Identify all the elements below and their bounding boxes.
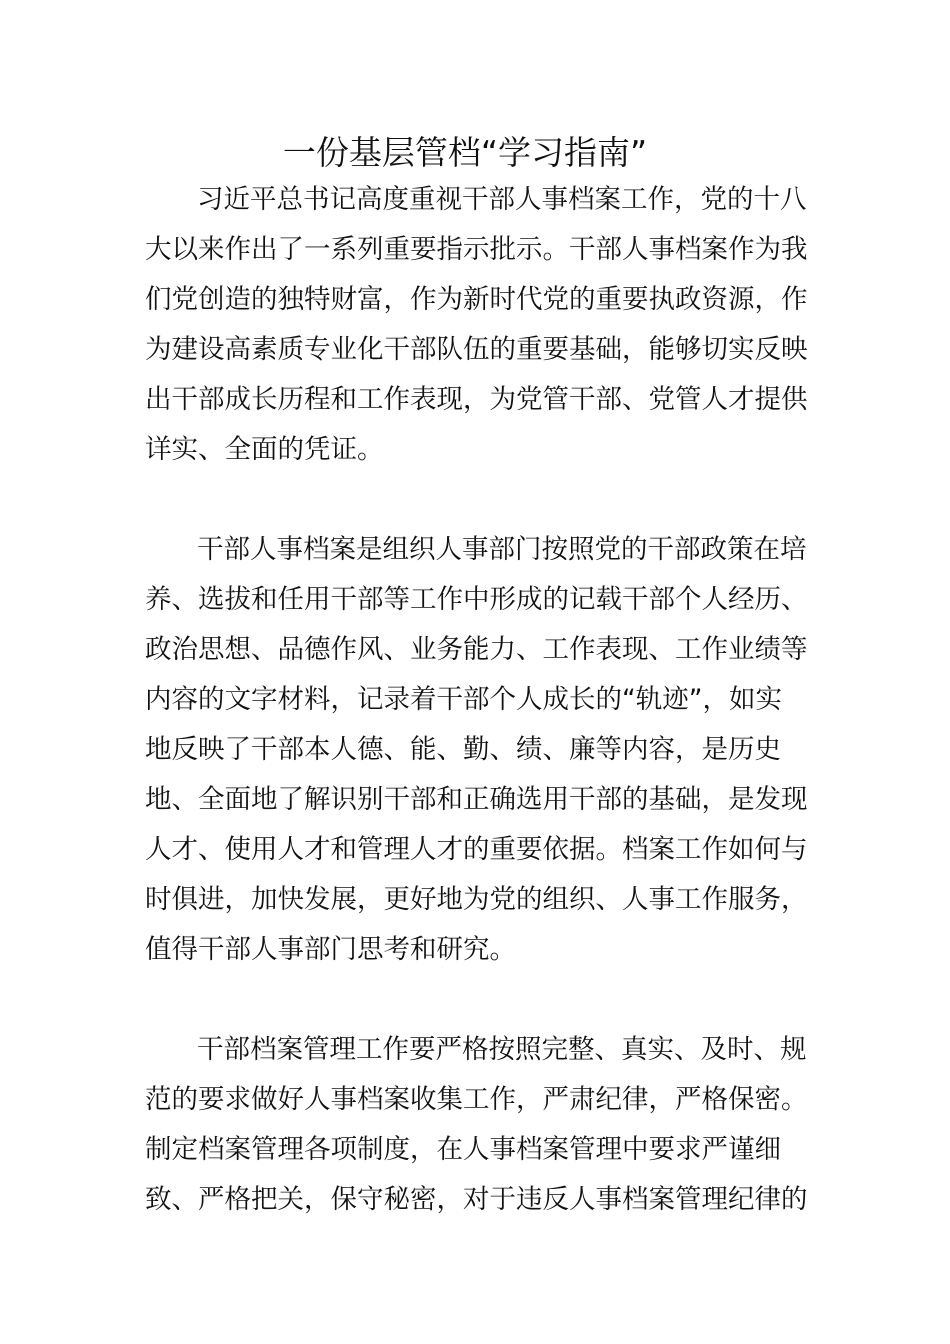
text-line: 习近平总书记高度重视干部人事档案工作，党的十八: [197, 184, 807, 215]
text-line: 详实、全面的凭证。: [145, 434, 384, 465]
text-line: 内容的文字材料，记录着干部个人成长的“轨迹”，如实: [145, 684, 782, 715]
text-line: 值得干部人事部门思考和研究。: [145, 934, 516, 965]
text-line: 范的要求做好人事档案收集工作，严肃纪律，严格保密。: [145, 1084, 808, 1115]
text-line: 时俱进，加快发展，更好地为党的组织、人事工作服务，: [145, 884, 808, 915]
text-line: 干部人事档案是组织人事部门按照党的干部政策在培: [197, 534, 807, 565]
document-title: 一份基层管档“学习指南”: [282, 133, 648, 172]
text-line: 为建设高素质专业化干部队伍的重要基础，能够切实反映: [145, 334, 808, 365]
paragraph-gap: [145, 975, 815, 1025]
paragraph-gap: [145, 475, 815, 525]
text-line: 地、全面地了解识别干部和正确选用干部的基础，是发现: [145, 784, 808, 815]
text-line: 政治思想、品德作风、业务能力、工作表现、工作业绩等: [145, 634, 808, 665]
text-line: 干部档案管理工作要严格按照完整、真实、及时、规: [197, 1034, 807, 1065]
text-line: 制定档案管理各项制度，在人事档案管理中要求严谨细: [145, 1134, 781, 1165]
text-line: 养、选拔和任用干部等工作中形成的记载干部个人经历、: [145, 584, 808, 615]
text-line: 出干部成长历程和工作表现，为党管干部、党管人才提供: [145, 384, 808, 415]
paragraph-2: [145, 525, 815, 975]
text-line: 大以来作出了一系列重要指示批示。干部人事档案作为我: [145, 234, 808, 265]
text-line: 们党创造的独特财富，作为新时代党的重要执政资源，作: [145, 284, 808, 315]
paragraph-1: [145, 175, 815, 475]
text-line: 致、严格把关，保守秘密，对于违反人事档案管理纪律的: [145, 1184, 808, 1215]
text-line: 地反映了干部本人德、能、勤、绩、廉等内容，是历史: [145, 734, 781, 765]
document-body: [145, 175, 815, 1225]
paragraph-3: [145, 1025, 815, 1225]
text-line: 人才、使用人才和管理人才的重要依据。档案工作如何与: [145, 834, 808, 865]
